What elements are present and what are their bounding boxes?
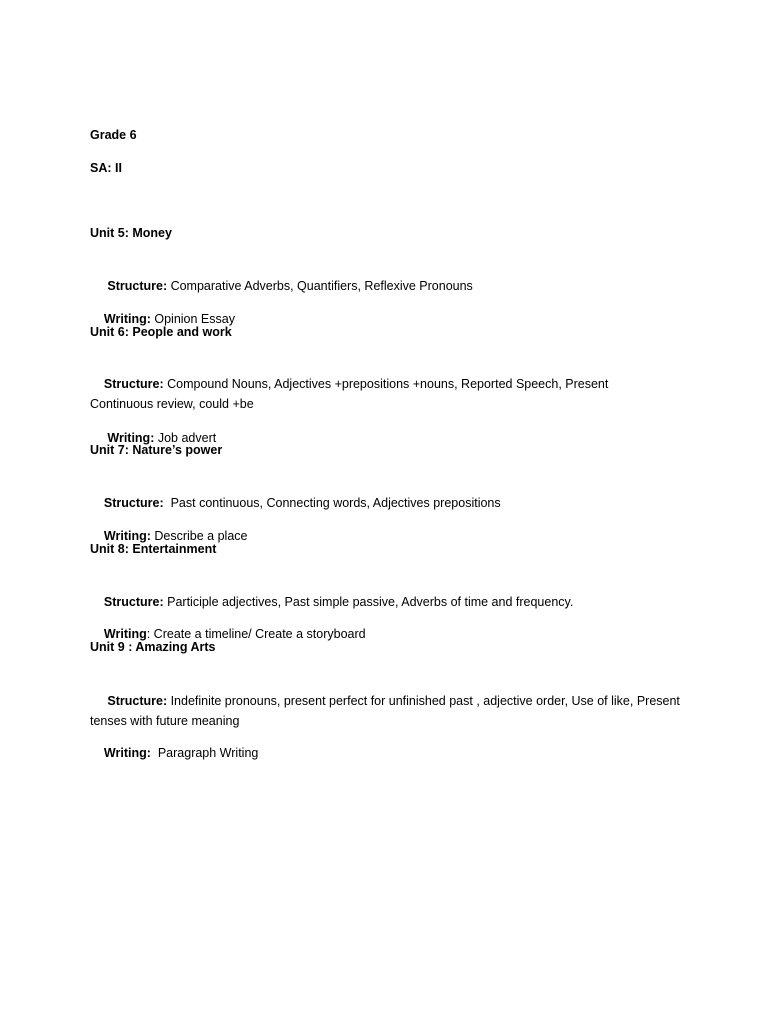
writing-text: Paragraph Writing	[150, 746, 259, 760]
sa-heading: SA: II	[90, 161, 122, 175]
structure-label: Structure:	[103, 279, 168, 293]
writing-label: Writing:	[103, 746, 151, 760]
structure-label: Structure:	[103, 595, 164, 609]
unit-title: Unit 7: Nature’s power	[90, 443, 223, 457]
structure-label: Structure:	[103, 694, 168, 708]
writing-line	[90, 723, 690, 783]
writing-text: Opinion Essay	[150, 312, 235, 326]
unit-title: Unit 5: Money	[90, 226, 172, 240]
writing-label: Writing:	[103, 431, 155, 445]
structure-text: Indefinite pronouns, present perfect for unfinished past , adjective order, Use of like, Present tenses with future meaning	[90, 694, 684, 728]
unit-title: Unit 9 : Amazing Arts	[90, 640, 216, 654]
unit-title: Unit 8: Entertainment	[90, 542, 217, 556]
unit-title: Unit 6: People and work	[90, 325, 232, 339]
structure-text: Past continuous, Connecting words, Adjectives prepositions	[163, 496, 501, 510]
structure-label: Structure:	[103, 377, 164, 391]
writing-label: Writing	[103, 627, 147, 641]
writing-label: Writing:	[103, 312, 151, 326]
writing-text: : Create a timeline/ Create a storyboard	[146, 627, 366, 641]
writing-label: Writing:	[103, 529, 151, 543]
structure-text: Compound Nouns, Adjectives +prepositions +nouns, Reported Speech, Present Continuous review, could +be	[90, 377, 612, 411]
writing-text: Job advert	[154, 431, 217, 445]
grade-heading: Grade 6	[90, 128, 137, 142]
writing-text: Describe a place	[150, 529, 248, 543]
structure-text: Comparative Adverbs, Quantifiers, Reflexive Pronouns	[167, 279, 473, 293]
structure-text: Participle adjectives, Past simple passive, Adverbs of time and frequency.	[163, 595, 574, 609]
structure-label: Structure:	[103, 496, 164, 510]
